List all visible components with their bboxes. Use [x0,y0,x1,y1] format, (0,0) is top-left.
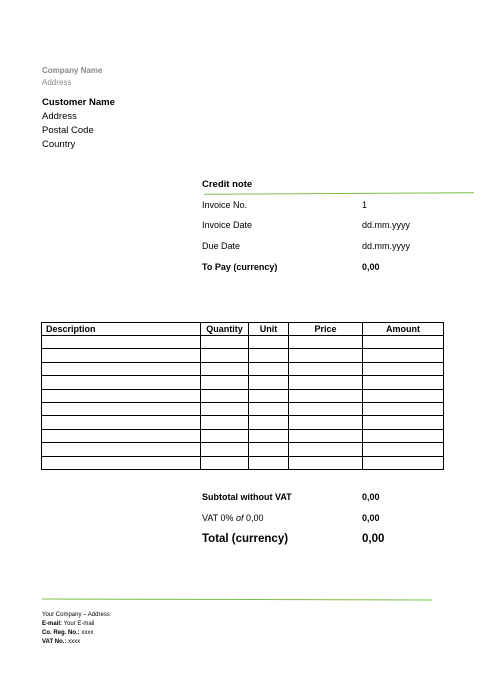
subtotal-value: 0,00 [362,492,380,502]
table-cell [201,402,249,415]
vat-value: 0,00 [362,513,380,523]
credit-note-title: Credit note [202,179,253,190]
accent-line-bottom [42,598,432,600]
table-cell [363,349,444,362]
table-cell [363,429,444,442]
header-quantity: Quantity [201,323,249,336]
table-cell [249,349,289,362]
header-amount: Amount [363,323,444,336]
table-cell [201,376,249,389]
table-cell [201,429,249,442]
table-cell [201,416,249,429]
customer-name: Customer Name [42,97,115,108]
table-cell [363,362,444,375]
vat-label-prefix: VAT 0% [202,513,237,523]
footer-reg-label: Co. Reg. No.: [42,630,80,636]
table-cell [249,429,289,442]
table-cell [289,443,363,456]
table-row [42,416,444,429]
table-cell [249,336,289,349]
footer-reg [42,630,93,636]
table-cell [289,362,363,375]
table-cell [249,376,289,389]
header-description: Description [42,323,201,336]
company-address: Address [42,78,72,87]
table-cell [289,416,363,429]
footer-vat-label: VAT No.: [42,639,67,645]
to-pay-value: 0,00 [362,262,380,272]
header-unit: Unit [249,323,289,336]
customer-postal-code: Postal Code [42,125,94,136]
table-cell [201,336,249,349]
table-row [42,456,444,469]
table-cell [249,456,289,469]
to-pay-label: To Pay (currency) [202,262,278,272]
due-date-label: Due Date [202,241,241,251]
footer-company-line: Your Company – Address [42,612,110,618]
vat-label-of: of [236,513,244,523]
items-table [41,322,444,470]
customer-address: Address [42,111,77,122]
table-row [42,349,444,362]
table-cell [249,362,289,375]
footer-email-value: Your E-mail [63,621,95,627]
due-date-value: dd.mm.yyyy [362,241,411,251]
table-row [42,402,444,415]
table-cell [363,336,444,349]
table-cell [201,349,249,362]
subtotal-label: Subtotal without VAT [202,492,292,502]
vat-label [202,513,264,523]
table-cell [42,429,201,442]
table-cell [363,402,444,415]
table-cell [249,416,289,429]
table-cell [289,456,363,469]
table-cell [363,389,444,402]
table-cell [42,389,201,402]
table-row [42,336,444,349]
invoice-no-label: Invoice No. [202,200,248,210]
table-cell [201,456,249,469]
table-cell [249,402,289,415]
table-cell [42,376,201,389]
table-cell [363,456,444,469]
invoice-no-value: 1 [362,200,368,210]
table-cell [201,362,249,375]
table-cell [249,443,289,456]
items-table-body [42,336,444,470]
table-cell [42,336,201,349]
table-cell [42,402,201,415]
table-cell [363,443,444,456]
table-cell [289,402,363,415]
table-cell [42,416,201,429]
footer-email [42,621,94,627]
table-cell [289,349,363,362]
table-cell [363,376,444,389]
total-label: Total (currency) [202,533,289,545]
table-header-row [42,323,444,336]
table-cell [249,389,289,402]
table-cell [289,376,363,389]
invoice-date-label: Invoice Date [202,220,253,230]
table-cell [42,456,201,469]
table-row [42,443,444,456]
table-cell [289,336,363,349]
table-row [42,389,444,402]
table-cell [289,389,363,402]
footer-reg-value: xxxx [81,630,94,636]
table-cell [42,349,201,362]
table-cell [201,443,249,456]
invoice-date-value: dd.mm.yyyy [362,220,411,230]
company-name: Company Name [42,66,103,75]
footer-vat-value: xxxx [68,639,81,645]
customer-country: Country [42,139,76,150]
table-cell [42,362,201,375]
header-price: Price [289,323,363,336]
table-row [42,362,444,375]
table-row [42,376,444,389]
total-value: 0,00 [362,533,385,545]
footer-vat [42,639,80,645]
vat-label-suffix: 0,00 [243,513,264,523]
table-cell [363,416,444,429]
accent-line-top [204,192,474,194]
table-cell [42,443,201,456]
table-cell [289,429,363,442]
footer-email-label: E-mail: [42,621,63,627]
table-row [42,429,444,442]
table-cell [201,389,249,402]
